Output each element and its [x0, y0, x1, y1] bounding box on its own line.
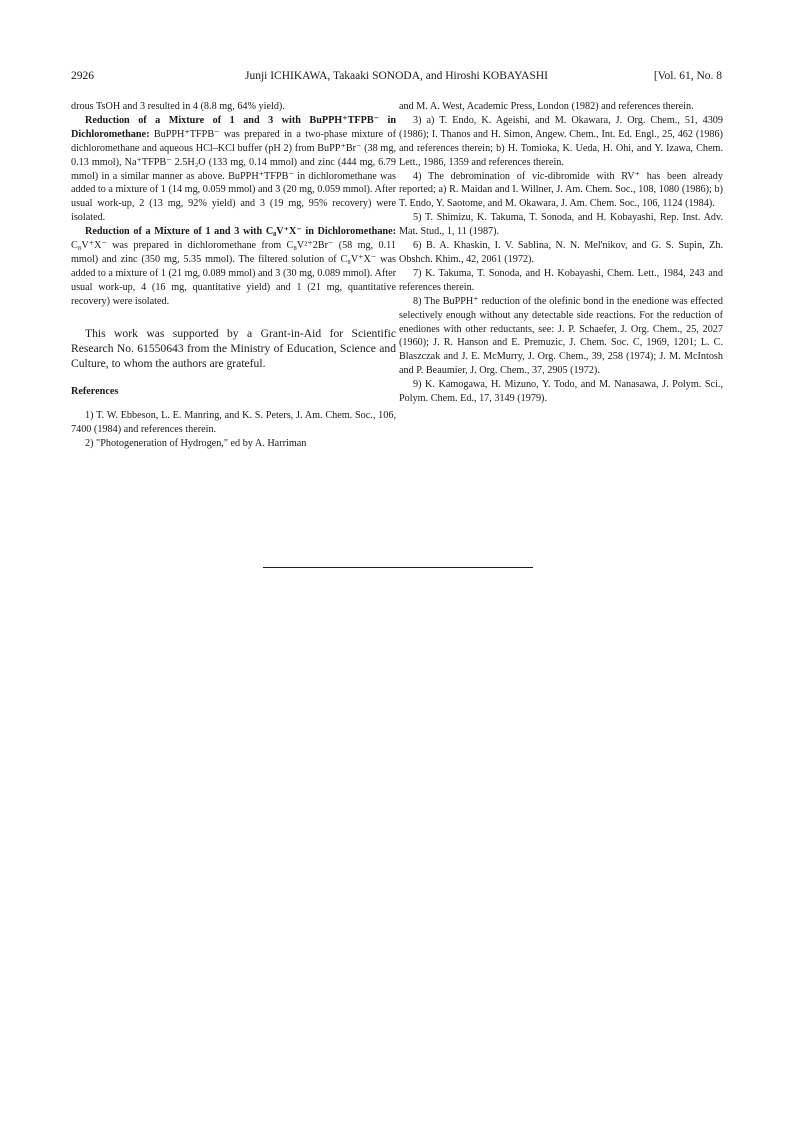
reference-item: 3) a) T. Endo, K. Ageishi, and M. Okawara, J. Org. Chem., 51, 4309 (1986); I. Thanos and H. Simon, Angew. Chem., Int. Ed. Engl., 25, 462 (1986) and references therein; b) H. Tomioka, K. Ueda, H. Ohi, and Y. Izawa, Chem. Lett., 1986, 1359 and references therein.: [399, 114, 723, 168]
section-body: BuPPH⁺TFPB⁻ was prepared in a two-phase mixture of dichloromethane and aqueous HCl–KCl buffer (pH 2) from BuPP⁺Br⁻ (38 mg, 0.13 mmol), Na⁺TFPB⁻ 2.5H₂O (133 mg, 0.14 mmol) and zinc (444 mg, 6.79 mmol) in a similar manner as above. BuPPH⁺TFPB⁻ in dichloromethane was added to a mixture of 1 (14 mg, 0.059 mmol) and 3 (20 mg, 0.059 mmol). After usual work-up, 2 (13 mg, 92% yield) and 3 (19 mg, 95% recovery) were isolated.: [71, 128, 396, 224]
reference-item: 5) T. Shimizu, K. Takuma, T. Sonoda, and H. Kobayashi, Rep. Inst. Adv. Mat. Stud., 1, 11 (1987).: [399, 212, 723, 238]
section-heading: Reduction of a Mixture of 1 and 3 with BuPPH⁺TFPB⁻ in Dichloromethane:: [71, 114, 396, 140]
reference-item: 4) The debromination of vic-dibromide with RV⁺ has been already reported; a) R. Maidan and I. Willner, J. Am. Chem. Soc., 108, 1080 (1986); b) T. Endo, Y. Saotome, and M. Okawara, J. Am. Chem. Soc., 106, 1124 (1984).: [399, 170, 723, 210]
reference-item: 7) K. Takuma, T. Sonoda, and H. Kobayashi, Chem. Lett., 1984, 243 and references therein.: [399, 267, 723, 293]
end-of-article-rule: [263, 567, 533, 568]
reference-item: 9) K. Kamogawa, H. Mizuno, Y. Todo, and M. Nanasawa, J. Polym. Sci., Polym. Chem. Ed., 17, 3149 (1979).: [399, 379, 723, 405]
reference-item: 1) T. W. Ebbeson, L. E. Manring, and K. S. Peters, J. Am. Chem. Soc., 106, 7400 (1984) and references therein.: [71, 410, 396, 436]
volume-info: [Vol. 61, No. 8: [653, 70, 722, 82]
page-number: 2926: [71, 70, 94, 82]
references-heading: References: [71, 386, 119, 398]
section-body: C₈V⁺X⁻ was prepared in dichloromethane from C₈V²⁺2Br⁻ (58 mg, 0.11 mmol) and zinc (350 mg, 5.35 mmol). The filtered solution of C₈V⁺X⁻ was added to a mixture of 1 (21 mg, 0.089 mmol) and 3 (30 mg, 0.089 mmol). After usual work-up, 4 (16 mg, quantitative yield) and 1 (21 mg, quantitative recovery) were isolated.: [71, 240, 396, 307]
right-column: [399, 100, 723, 406]
left-column: [71, 100, 396, 451]
reference-item: 2) "Photogeneration of Hydrogen," ed by A. Harriman: [85, 437, 307, 449]
acknowledgment: This work was supported by a Grant-in-Aid for Scientific Research No. 61550643 from the Ministry of Education, Science and Culture, to whom the authors are grateful.: [71, 326, 396, 370]
section-reduction-bupph: [71, 114, 396, 225]
section-reduction-c8v: [71, 225, 396, 308]
section-heading: Reduction of a Mixture of 1 and 3 with C₈V⁺X⁻ in Dichloromethane:: [85, 226, 396, 238]
reference-item: 6) B. A. Khaskin, I. V. Sablina, N. N. Mel'nikov, and G. S. Supin, Zh. Obshch. Khim., 42, 2061 (1972).: [399, 240, 723, 265]
reference-item: 8) The BuPPH⁺ reduction of the olefinic bond in the enedione was effected selectively enough without any detectable side reactions. For the reduction of enediones with other reductants, see: J. P. Schaefer, J. Org. Chem., 25, 2027 (1960); J. R. Hanson and E. Premuzic, J. Chem. Soc. C, 1969, 1201; L. C. Blaszczak and J. E. McMurry, J. Org. Chem., 39, 258 (1974); J. M. McIntosh and P. Beaumier, J. Org. Chem., 37, 2905 (1972).: [399, 295, 723, 377]
running-header-authors: Junji ICHIKAWA, Takaaki SONODA, and Hiroshi KOBAYASHI: [244, 70, 548, 82]
running-header: [0, 70, 793, 86]
paragraph-continuation: drous TsOH and 3 resulted in 4 (8.8 mg, 64% yield).: [71, 101, 285, 112]
reference-continuation: and M. A. West, Academic Press, London (1982) and references therein.: [399, 101, 694, 112]
